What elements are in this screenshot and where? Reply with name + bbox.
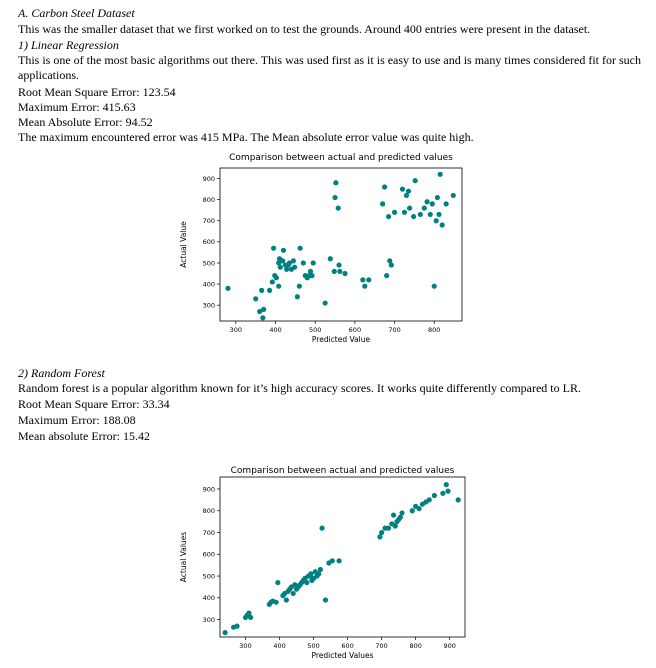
data-point xyxy=(435,195,440,200)
rf-scatter-chart xyxy=(0,460,656,666)
data-point xyxy=(382,184,387,189)
data-point xyxy=(434,218,439,223)
data-point xyxy=(276,284,281,289)
lr-conclusion: The maximum encountered error was 415 MPa. The Mean absolute error value was quite high. xyxy=(18,130,474,144)
data-point xyxy=(336,205,341,210)
x-tick-label: 600 xyxy=(348,326,362,334)
data-point xyxy=(436,212,441,217)
data-point xyxy=(424,199,429,204)
x-axis-label: Predicted Value xyxy=(311,335,371,344)
data-point xyxy=(261,307,266,312)
data-point xyxy=(440,222,445,227)
data-point xyxy=(304,580,309,585)
data-point xyxy=(328,256,333,261)
y-tick-label: 700 xyxy=(202,528,215,537)
section-heading: A. Carbon Steel Dataset xyxy=(18,6,135,20)
data-point xyxy=(406,189,411,194)
rf-max-error: Maximum Error: 188.08 xyxy=(18,413,136,427)
y-axis-label: Actual Value xyxy=(179,221,188,268)
data-point xyxy=(248,615,253,620)
y-tick-label: 400 xyxy=(202,594,215,603)
data-point xyxy=(271,246,276,251)
data-point xyxy=(281,248,286,253)
y-tick-label: 300 xyxy=(202,615,215,624)
data-point xyxy=(259,288,264,293)
data-point xyxy=(360,277,365,282)
y-tick-label: 300 xyxy=(202,301,215,310)
y-tick-label: 600 xyxy=(202,550,215,559)
data-point xyxy=(318,567,323,572)
data-point xyxy=(295,294,300,299)
data-point xyxy=(362,284,367,289)
subsection-heading-lr: 1) Linear Regression xyxy=(18,38,119,52)
y-tick-label: 800 xyxy=(202,195,215,204)
lr-mae: Mean Absolute Error: 94.52 xyxy=(18,115,153,129)
data-point xyxy=(267,288,272,293)
lr-rmse: Root Mean Square Error: 123.54 xyxy=(18,85,176,99)
data-point xyxy=(366,277,371,282)
data-point xyxy=(428,212,433,217)
data-point xyxy=(223,630,228,635)
data-point xyxy=(309,273,314,278)
data-point xyxy=(384,273,389,278)
y-axis-label: Actual Values xyxy=(179,531,188,583)
data-point xyxy=(386,526,391,531)
data-point xyxy=(445,489,450,494)
lr-max-error: Maximum Error: 415.63 xyxy=(18,100,136,114)
chart-title: Comparison between actual and predicted values xyxy=(230,466,455,476)
y-tick-label: 500 xyxy=(202,572,215,581)
x-tick-label: 500 xyxy=(309,326,322,334)
data-point xyxy=(292,265,297,270)
x-tick-label: 500 xyxy=(307,642,320,650)
x-axis-label: Predicted Values xyxy=(311,651,374,660)
x-tick-label: 900 xyxy=(443,642,456,650)
data-point xyxy=(440,491,445,496)
y-tick-label: 700 xyxy=(202,217,215,226)
data-point xyxy=(407,205,412,210)
data-point xyxy=(323,597,328,602)
x-tick-label: 300 xyxy=(239,642,252,650)
data-point xyxy=(333,180,338,185)
data-point xyxy=(260,315,265,320)
data-point xyxy=(430,201,435,206)
data-point xyxy=(330,558,335,563)
data-point xyxy=(380,201,385,206)
data-point xyxy=(379,530,384,535)
data-point xyxy=(342,271,347,276)
data-point xyxy=(411,214,416,219)
data-point xyxy=(432,493,437,498)
data-point xyxy=(278,265,283,270)
data-point xyxy=(253,296,258,301)
data-point xyxy=(337,269,342,274)
x-tick-label: 600 xyxy=(341,642,354,650)
lr-description: This is one of the most basic algorithms out there. This was used first as it is easy to use and is many times considered fit for such applications. xyxy=(18,53,642,82)
data-point xyxy=(416,506,421,511)
data-point xyxy=(432,284,437,289)
x-tick-label: 400 xyxy=(269,326,282,334)
data-point xyxy=(392,210,397,215)
data-point xyxy=(319,526,324,531)
data-point xyxy=(332,195,337,200)
x-tick-label: 700 xyxy=(375,642,388,650)
data-point xyxy=(284,597,289,602)
y-tick-label: 400 xyxy=(202,280,215,289)
data-point xyxy=(301,260,306,265)
data-point xyxy=(323,300,328,305)
data-point xyxy=(274,275,279,280)
data-point xyxy=(418,212,423,217)
x-tick-label: 700 xyxy=(388,326,401,334)
data-point xyxy=(291,258,296,263)
data-point xyxy=(399,510,404,515)
rf-mae: Mean absolute Error: 15.42 xyxy=(18,429,150,443)
x-tick-label: 800 xyxy=(428,326,441,334)
x-tick-label: 800 xyxy=(409,642,422,650)
data-point xyxy=(386,214,391,219)
x-tick-label: 300 xyxy=(229,326,243,334)
rf-description: Random forest is a popular algorithm known for it’s high accuracy scores. It works quite differently compared to LR. xyxy=(18,381,581,395)
y-tick-label: 500 xyxy=(202,259,215,268)
data-point xyxy=(308,571,313,576)
data-point xyxy=(274,600,279,605)
data-point xyxy=(422,205,427,210)
data-point xyxy=(298,246,303,251)
y-tick-label: 800 xyxy=(202,507,215,516)
y-tick-label: 600 xyxy=(202,238,215,247)
rf-rmse: Root Mean Square Error: 33.34 xyxy=(18,397,170,411)
data-point xyxy=(311,260,316,265)
data-point xyxy=(336,262,341,267)
data-point xyxy=(234,624,239,629)
subsection-heading-rf: 2) Random Forest xyxy=(18,366,105,380)
data-point xyxy=(336,558,341,563)
data-point xyxy=(427,497,432,502)
data-point xyxy=(444,201,449,206)
chart-title: Comparison between actual and predicted values xyxy=(229,153,453,163)
x-tick-label: 400 xyxy=(273,642,286,650)
section-intro: This was the smaller dataset that we first worked on to test the grounds. Around 400 entries were present in the dataset. xyxy=(18,22,591,36)
data-point xyxy=(225,286,230,291)
data-point xyxy=(400,187,405,192)
data-point xyxy=(451,193,456,198)
data-point xyxy=(332,269,337,274)
data-point xyxy=(291,591,296,596)
data-point xyxy=(410,508,415,513)
data-point xyxy=(275,580,280,585)
lr-scatter-chart xyxy=(0,148,656,348)
y-tick-label: 900 xyxy=(202,485,215,494)
data-point xyxy=(270,279,275,284)
data-point xyxy=(438,172,443,177)
data-point xyxy=(402,210,407,215)
y-tick-label: 900 xyxy=(202,174,215,183)
data-point xyxy=(444,482,449,487)
data-point xyxy=(391,512,396,517)
data-point xyxy=(389,262,394,267)
data-point xyxy=(413,178,418,183)
data-point xyxy=(456,497,461,502)
data-point xyxy=(297,284,302,289)
